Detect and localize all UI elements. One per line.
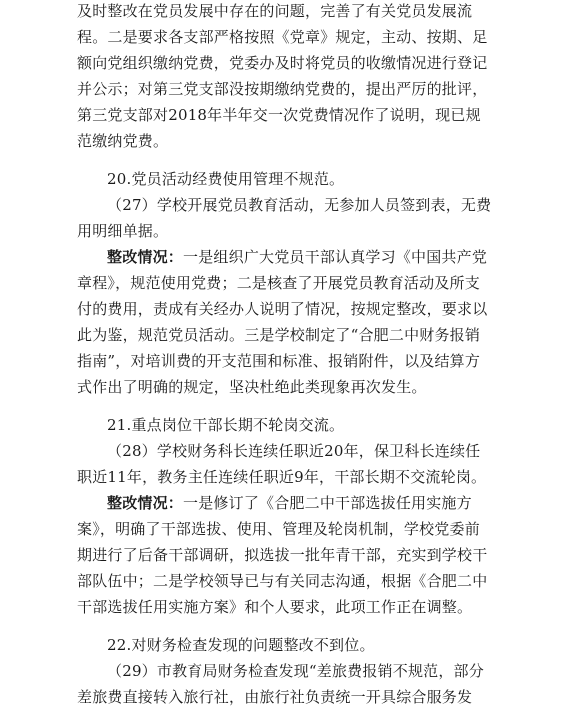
paragraph-line: 式作出了明确的规定，坚决杜绝此类现象再次发生。 (77, 378, 427, 396)
paragraph-line: 额向党组织缴纳党费，党委办及时将党员的收缴情况进行登记 (77, 54, 488, 72)
section-heading-20: 20.党员活动经费使用管理不规范。 (107, 170, 345, 188)
issue-item-27: （27）学校开展党员教育活动，无参加人员签到表，无费 (107, 196, 492, 214)
paragraph-line: 用明细单据。 (77, 222, 169, 240)
paragraph-line: 指南”，对培训费的开支范围和标准、报销附件，以及结算方 (77, 352, 481, 370)
rectification-label: 整改情况： (107, 248, 184, 266)
rectification-label: 整改情况： (107, 494, 184, 512)
paragraph-line: 范缴纳党费。 (77, 132, 169, 150)
paragraph-line: 期进行了后备干部调研，拟选拔一批年青干部，充实到学校干 (77, 546, 488, 564)
section-heading-21: 21.重点岗位干部长期不轮岗交流。 (107, 416, 345, 434)
paragraph-line: 职近11年，教务主任连续任职近9年，干部长期不交流轮岗。 (77, 468, 487, 486)
paragraph-line: 干部选拔任用实施方案》和个人要求，此项工作正在调整。 (77, 598, 473, 616)
section-heading-22: 22.对财务检查发现的问题整改不到位。 (107, 636, 375, 654)
issue-item-28: （28）学校财务科长连续任职近20年，保卫科长连续任 (107, 442, 481, 460)
paragraph-line: 及时整改在党员发展中存在的问题，完善了有关党员发展流 (77, 2, 473, 20)
rectification-text: 一是修订了《合肥二中干部选拔任用实施方 (183, 494, 472, 512)
rectification-text: 一是组织广大党员干部认真学习《中国共产党 (183, 248, 488, 266)
paragraph-line: 付的费用，责成有关经办人说明了情况，按规定整改，要求以 (77, 300, 488, 318)
rectification-line (107, 492, 472, 514)
paragraph-line: 第三党支部对2018年半年交一次党费情况作了说明，现已规 (77, 106, 481, 124)
paragraph-line: 章程》，规范使用党费；二是核查了开展党员教育活动及所支 (77, 274, 480, 292)
paragraph-line: 案》，明确了干部选拔、使用、管理及轮岗机制，学校党委前 (77, 520, 480, 538)
paragraph-line: 程。二是要求各支部严格按照《党章》规定，主动、按期、足 (77, 28, 488, 46)
paragraph-line: 部队伍中；二是学校领导已与有关同志沟通，根据《合肥二中 (77, 572, 488, 590)
issue-item-29: （29）市教育局财务检查发现“差旅费报销不规范，部分 (107, 662, 484, 680)
paragraph-line: 差旅费直接转入旅行社，由旅行社负责统一开具综合服务发 (77, 688, 473, 706)
rectification-line (107, 246, 487, 268)
paragraph-line: 此为鉴，规范党员活动。三是学校制定了“合肥二中财务报销 (77, 326, 481, 344)
paragraph-line: 并公示；对第三党支部没按期缴纳党费的，提出严厉的批评， (77, 80, 488, 98)
